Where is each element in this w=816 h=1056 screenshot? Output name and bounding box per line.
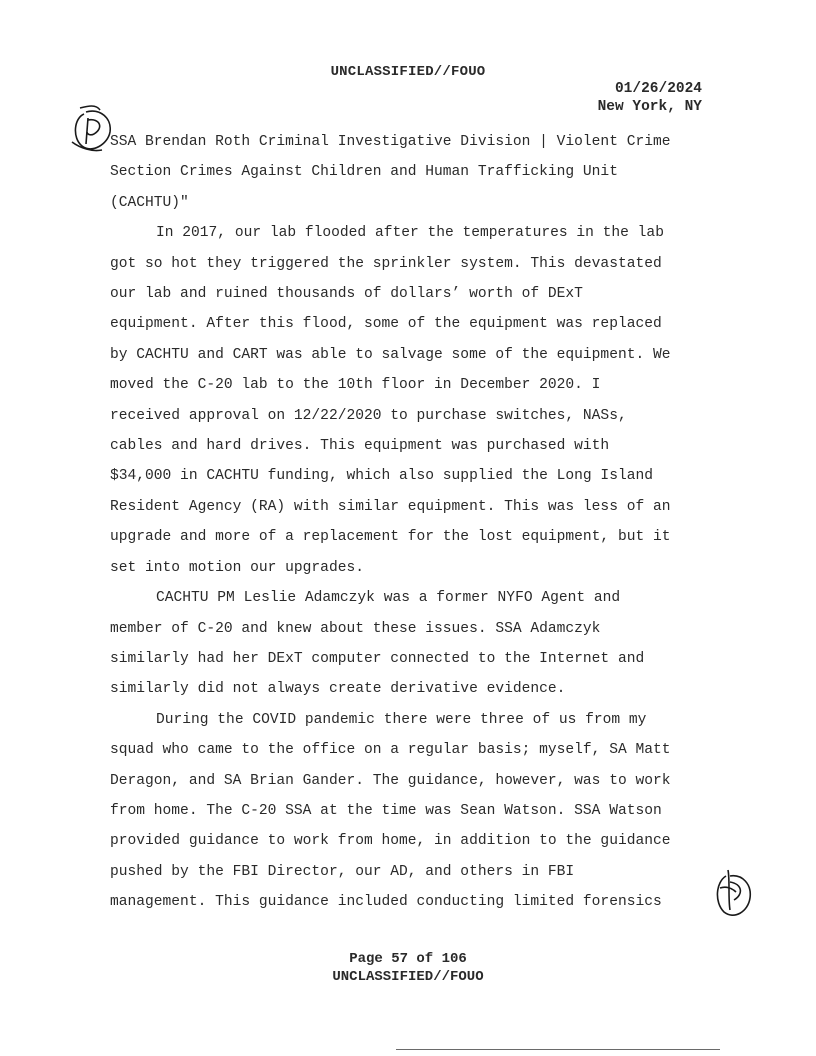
page-number: Page 57 of 106 (349, 951, 467, 967)
body-line: CACHTU PM Leslie Adamczyk was a former NYFO Agent and (156, 590, 621, 607)
body-line: our lab and ruined thousands of dollars’ worth of DExT (110, 286, 583, 303)
body-line: equipment. After this flood, some of the equipment was replaced (110, 316, 662, 333)
body-line: set into motion our upgrades. (110, 559, 364, 576)
handwritten-initials-mark (70, 104, 114, 154)
body-line: cables and hard drives. This equipment was purchased with (110, 438, 610, 455)
document-body (110, 127, 710, 918)
body-line: In 2017, our lab flooded after the temperatures in the lab (156, 225, 664, 242)
body-line: Section Crimes Against Children and Human Trafficking Unit (110, 164, 618, 181)
body-line: member of C-20 and knew about these issues. SSA Adamczyk (110, 620, 601, 637)
page-footer (0, 950, 816, 986)
handwritten-initials-mark (714, 868, 754, 920)
body-line: management. This guidance included conducting limited forensics (110, 894, 662, 911)
document-location: New York, NY (597, 99, 702, 115)
body-line: by CACHTU and CART was able to salvage some of the equipment. We (110, 346, 671, 363)
body-line: similarly did not always create derivative evidence. (110, 681, 566, 698)
body-line: got so hot they triggered the sprinkler system. This devastated (110, 255, 662, 272)
scan-artifact-line (396, 1049, 720, 1050)
body-line: received approval on 12/22/2020 to purchase switches, NASs, (110, 407, 627, 424)
body-line: provided guidance to work from home, in addition to the guidance (110, 833, 671, 850)
classification-header: UNCLASSIFIED//FOUO (330, 64, 486, 80)
body-line: During the COVID pandemic there were three of us from my (156, 711, 647, 728)
body-line: upgrade and more of a replacement for the lost equipment, but it (110, 529, 671, 546)
document-date: 01/26/2024 (614, 81, 702, 97)
body-line: (CACHTU)" (110, 194, 189, 211)
body-line: Resident Agency (RA) with similar equipment. This was less of an (110, 498, 671, 515)
body-line: SSA Brendan Roth Criminal Investigative Division | Violent Crime (110, 134, 671, 150)
date-location-block (598, 80, 702, 116)
body-line: from home. The C-20 SSA at the time was Sean Watson. SSA Watson (110, 802, 662, 819)
body-line: $34,000 in CACHTU funding, which also supplied the Long Island (110, 468, 653, 485)
body-line: moved the C-20 lab to the 10th floor in December 2020. I (110, 377, 601, 394)
body-line: Deragon, and SA Brian Gander. The guidance, however, was to work (110, 772, 671, 789)
body-line: squad who came to the office on a regular basis; myself, SA Matt (110, 742, 671, 759)
body-line: similarly had her DExT computer connected to the Internet and (110, 650, 645, 667)
classification-footer: UNCLASSIFIED//FOUO (332, 969, 484, 985)
body-line: pushed by the FBI Director, our AD, and others in FBI (110, 863, 575, 880)
